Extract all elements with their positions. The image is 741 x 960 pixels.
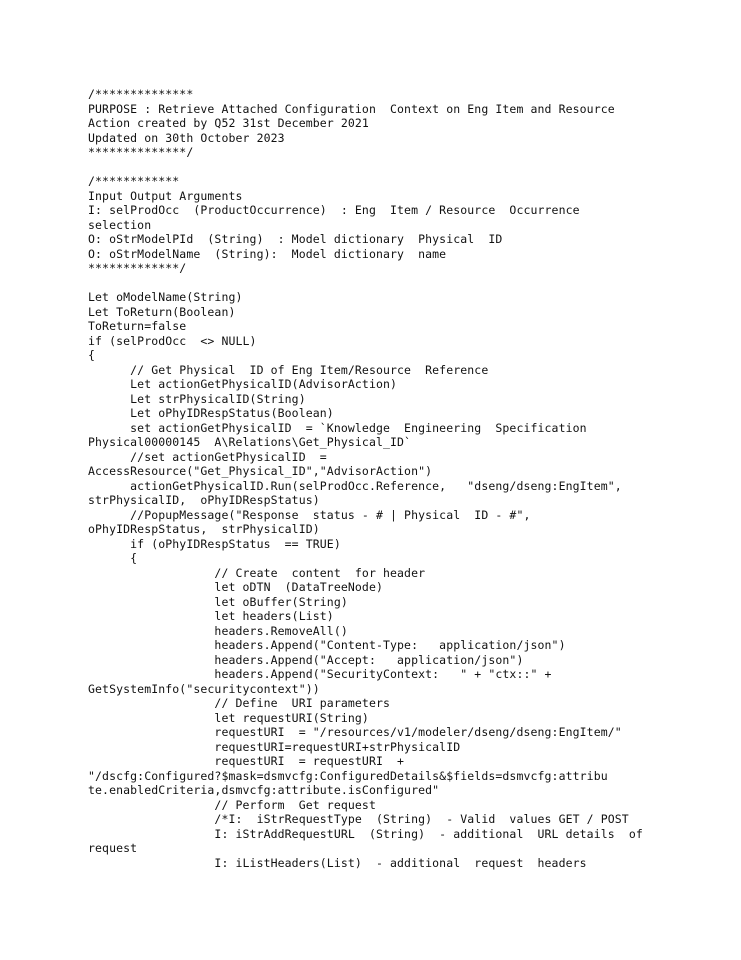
- code-line: requestURI = requestURI +: [88, 754, 405, 768]
- code-line: **************/: [88, 145, 194, 159]
- code-line: requestURI=requestURI+strPhysicalID: [88, 739, 461, 754]
- code-line: headers.Append("SecurityContext: " + "ctx::" +: [88, 667, 552, 681]
- code-line: te.enabledCriteria,dsmvcfg:attribute.isConfigured": [88, 783, 440, 797]
- code-line: //set actionGetPhysicalID =: [88, 449, 327, 464]
- code-line: let requestURI(String): [88, 710, 369, 725]
- code-line: // Get Physical ID of Eng Item/Resource Reference: [88, 362, 489, 377]
- code-line: headers.RemoveAll(): [88, 623, 348, 638]
- code-line: AccessResource("Get_Physical_ID","AdvisorAction"): [88, 464, 433, 478]
- code-line: {: [88, 551, 138, 565]
- code-line: // Perform Get request: [88, 797, 376, 812]
- code-line: {: [88, 348, 96, 362]
- code-line: let headers(List): [88, 609, 334, 623]
- code-line: I: iStrAddRequestURL (String) - additional URL details of: [88, 826, 643, 841]
- code-line: Updated on 30th October 2023: [88, 130, 285, 145]
- code-line: // Create content for header: [88, 565, 426, 580]
- code-line: /*I: iStrRequestType (String) - Valid values GET / POST: [88, 812, 629, 826]
- code-line: I: iListHeaders(List) - additional request headers: [88, 855, 587, 870]
- code-line: Input Output Arguments: [88, 188, 243, 203]
- code-line: let oDTN (DataTreeNode): [88, 580, 383, 594]
- code-line: if (selProdOcc <> NULL): [88, 333, 257, 348]
- code-line: O: oStrModelName (String): Model dictionary name: [88, 246, 447, 261]
- code-line: strPhysicalID, oPhyIDRespStatus): [88, 493, 320, 507]
- code-line: Action created by Q52 31st December 2021: [88, 116, 369, 130]
- code-line: Let oPhyIDRespStatus(Boolean): [88, 406, 334, 420]
- code-line: [88, 160, 728, 175]
- code-line: //PopupMessage("Response status - # | Physical ID - #",: [88, 507, 531, 522]
- code-line: Physical00000145 A\Relations\Get_Physical_ID`: [88, 435, 412, 449]
- code-line: /************: [88, 174, 180, 188]
- code-line: headers.Append("Content-Type: application/json"): [88, 638, 566, 652]
- code-line: O: oStrModelPId (String) : Model dictionary Physical ID: [88, 232, 503, 246]
- code-line: selection: [88, 217, 152, 232]
- code-line: GetSystemInfo("securitycontext")): [88, 681, 320, 696]
- code-line: oPhyIDRespStatus, strPhysicalID): [88, 522, 320, 536]
- code-line: // Define URI parameters: [88, 696, 391, 710]
- code-line: /**************: [88, 87, 194, 101]
- code-line: Let ToReturn(Boolean): [88, 304, 236, 319]
- code-line: "/dscfg:Configured?$mask=dsmvcfg:ConfiguredDetails&$fields=dsmvcfg:attribu: [88, 768, 608, 783]
- code-line: [88, 276, 728, 291]
- code-line: request: [88, 841, 138, 855]
- code-line: requestURI = "/resources/v1/modeler/dseng/dseng:EngItem/": [88, 725, 622, 739]
- code-line: ToReturn=false: [88, 319, 187, 333]
- code-line: Let oModelName(String): [88, 290, 243, 304]
- code-line: set actionGetPhysicalID = `Knowledge Engineering Specification: [88, 420, 587, 435]
- code-line: *************/: [88, 261, 187, 275]
- code-line: Let strPhysicalID(String): [88, 391, 306, 406]
- code-line: let oBuffer(String): [88, 594, 348, 609]
- code-line: Let actionGetPhysicalID(AdvisorAction): [88, 377, 398, 391]
- code-line: actionGetPhysicalID.Run(selProdOcc.Reference, "dseng/dseng:EngItem",: [88, 478, 622, 493]
- code-listing: [88, 87, 728, 870]
- code-line: headers.Append("Accept: application/json"): [88, 652, 524, 667]
- code-line: I: selProdOcc (ProductOccurrence) : Eng Item / Resource Occurrence: [88, 203, 580, 217]
- code-line: PURPOSE : Retrieve Attached Configuration Context on Eng Item and Resource: [88, 101, 615, 116]
- code-line: if (oPhyIDRespStatus == TRUE): [88, 536, 341, 551]
